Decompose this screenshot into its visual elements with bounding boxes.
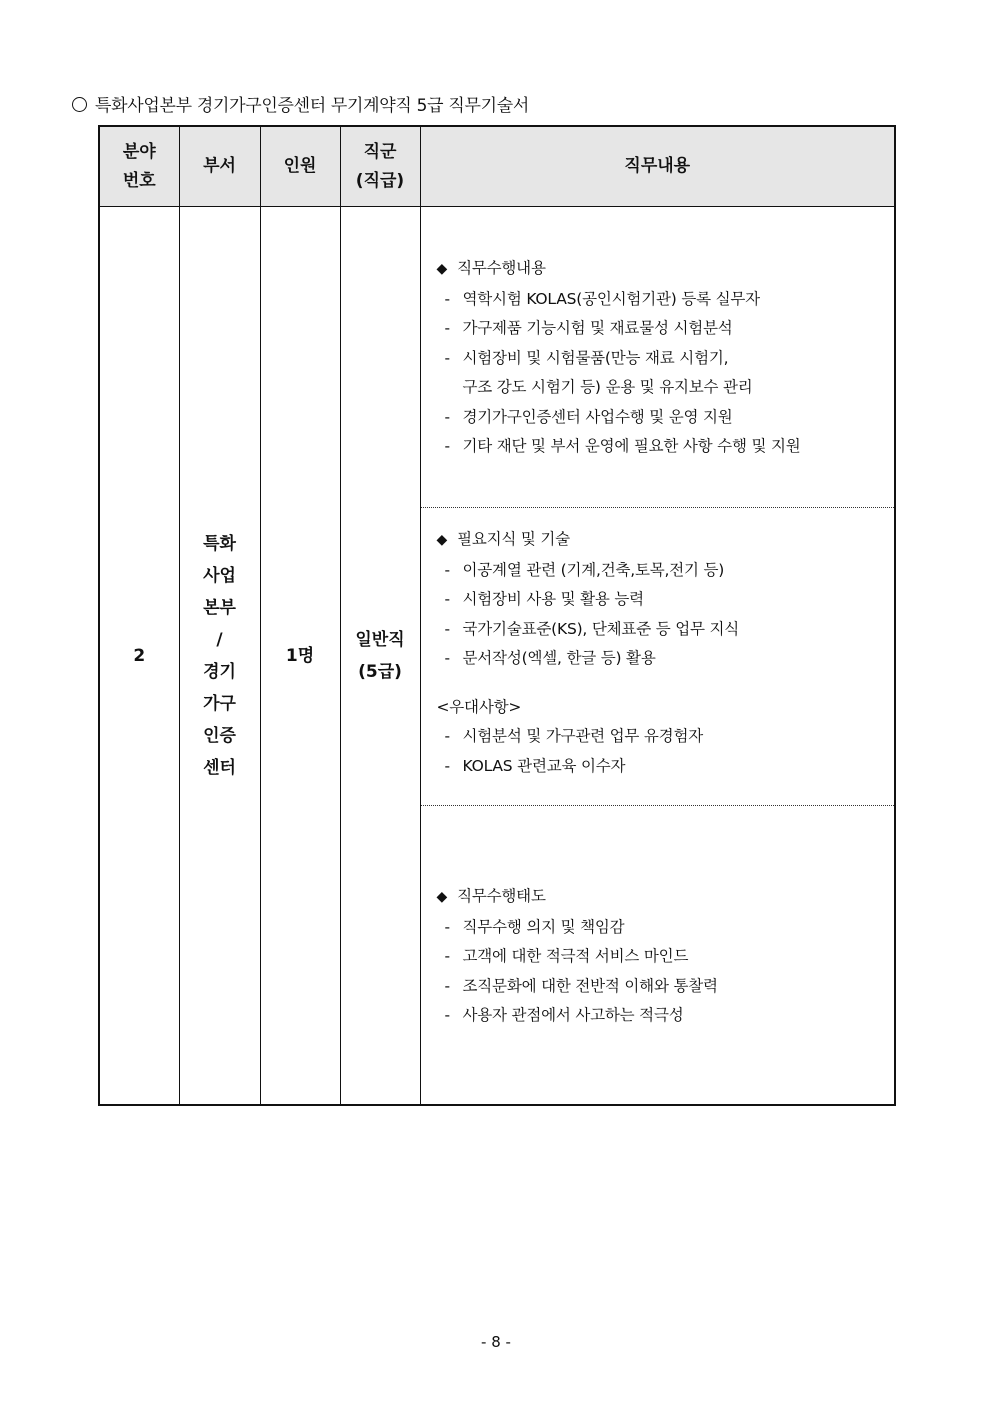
- section-heading: ◆ 직무수행내용: [437, 254, 895, 285]
- diamond-bullet-icon: ◆: [436, 532, 448, 548]
- header-department: 부서: [179, 126, 260, 207]
- list-item: - 기타 재단 및 부서 운영에 필요한 사항 수행 및 지원: [444, 437, 801, 455]
- list-item-continuation: 구조 강도 시험기 등) 운용 및 유지보수 관리: [462, 378, 753, 396]
- section-performance: [421, 207, 895, 507]
- job-description-table: [98, 125, 896, 1106]
- diamond-bullet-icon: ◆: [436, 261, 448, 277]
- page-number: - 8 -: [481, 1333, 511, 1351]
- list-item: - 직무수행 의지 및 책임감: [444, 917, 625, 936]
- header-field-no: 분야 번호: [99, 126, 179, 207]
- table-row: [99, 207, 895, 1106]
- section-heading: ◆ 직무수행태도: [437, 882, 895, 913]
- header-headcount: 인원: [260, 126, 340, 207]
- cell-field-no: 2: [99, 207, 179, 1106]
- section-heading: ◆ 필요지식 및 기술: [437, 525, 895, 556]
- list-item: - 이공계열 관련 (기계,건축,토목,전기 등): [444, 560, 725, 579]
- header-duties: 직무내용: [420, 126, 895, 207]
- cell-department: 특화 사업 본부 / 경기 가구 인증 센터: [179, 207, 260, 1106]
- list-item: - 고객에 대한 적극적 서비스 마인드: [444, 947, 689, 965]
- circle-bullet-icon: [72, 97, 87, 112]
- list-item: - 가구제품 기능시험 및 재료물성 시험분석: [444, 319, 733, 337]
- list-item: - 경기가구인증센터 사업수행 및 운영 지원: [444, 407, 733, 426]
- list-item: - 조직문화에 대한 전반적 이해와 통찰력: [444, 976, 718, 995]
- list-item: - 시험장비 사용 및 활용 능력: [444, 590, 644, 608]
- preference-heading: <우대사항>: [436, 697, 522, 716]
- list-item: - 문서작성(엑셀, 한글 등) 활용: [444, 649, 656, 667]
- list-item: - 시험장비 및 시험물품(만능 재료 시험기,: [444, 348, 729, 367]
- list-item: - KOLAS 관련교육 이수자: [444, 756, 626, 775]
- table-header-row: [99, 126, 895, 207]
- diamond-bullet-icon: ◆: [436, 889, 448, 905]
- cell-duties: [420, 207, 895, 1106]
- section-knowledge: [421, 507, 895, 805]
- list-item: - 사용자 관점에서 사고하는 적극성: [444, 1006, 684, 1024]
- cell-job-class: 일반직 (5급): [340, 207, 420, 1106]
- list-item: - 국가기술표준(KS), 단체표준 등 업무 지식: [444, 619, 740, 638]
- document-title-text: 특화사업본부 경기가구인증센터 무기계약직 5급 직무기술서: [95, 96, 529, 116]
- list-item: - 시험분석 및 가구관련 업무 유경험자: [444, 727, 704, 745]
- document-title: [72, 91, 529, 116]
- section-attitude: [421, 805, 895, 1104]
- cell-headcount: 1명: [260, 207, 340, 1106]
- list-item: - 역학시험 KOLAS(공인시험기관) 등록 실무자: [444, 289, 760, 308]
- header-job-class: 직군 (직급): [340, 126, 420, 207]
